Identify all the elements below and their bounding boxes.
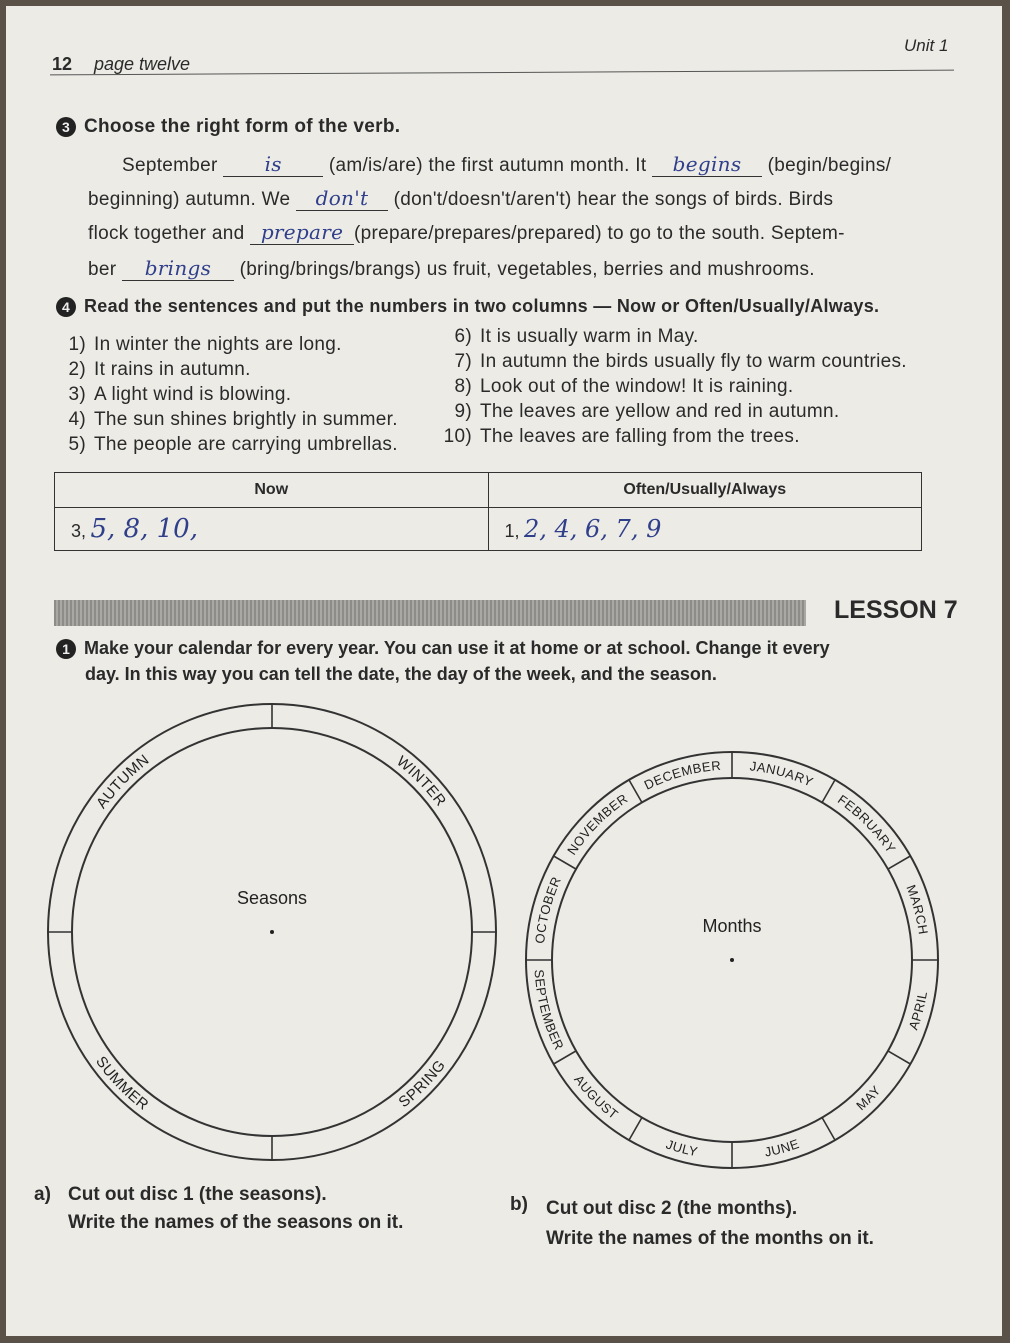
- disc-label: DECEMBER: [641, 757, 722, 793]
- sentence-text: The leaves are yellow and red in autumn.: [480, 401, 840, 422]
- disc-label: NOVEMBER: [564, 790, 631, 858]
- disc-label: SPRING: [395, 1056, 450, 1112]
- disc-center-label: Seasons: [236, 888, 308, 908]
- disc-divider: [822, 1118, 835, 1141]
- unit-label: Unit 1: [904, 36, 949, 55]
- column-often-header: Often/Usually/Always: [488, 473, 922, 508]
- disc-label: AUGUST: [571, 1072, 622, 1123]
- sentence-number: 10): [443, 426, 472, 447]
- ex3-line-4-pre: ber: [88, 259, 117, 280]
- task-a-line-1: Cut out disc 1 (the seasons).: [68, 1184, 327, 1205]
- sentence-number: 2): [68, 359, 86, 380]
- disc-label: SUMMER: [92, 1053, 152, 1114]
- disc-label: OCTOBER: [532, 874, 565, 945]
- lesson-exercise-1-line-2: day. In this way you can tell the date, the day of the week, and the season.: [85, 664, 717, 684]
- ex3-line-3-pre: flock together and: [88, 223, 245, 244]
- sentence-number: 3): [68, 384, 86, 405]
- workbook-page: [6, 6, 1002, 1336]
- sentence-text: The sun shines brightly in summer.: [94, 409, 398, 430]
- sentence-number: 6): [454, 326, 472, 347]
- answer-blank-3[interactable]: don't: [296, 186, 388, 211]
- now-printed-number: 3,: [71, 521, 87, 541]
- sentence-text: The leaves are falling from the trees.: [480, 426, 800, 447]
- sentence-number: 1): [68, 334, 86, 355]
- disc-label: FEBRUARY: [834, 791, 899, 856]
- disc-label: MAY: [853, 1082, 884, 1114]
- answer-blank-2[interactable]: begins: [652, 152, 762, 177]
- months-disc[interactable]: [526, 752, 938, 1168]
- page-number: 12: [52, 54, 73, 74]
- sentence-text: A light wind is blowing.: [94, 384, 292, 405]
- disc-divider: [888, 856, 910, 869]
- sentence-number: 5): [68, 434, 86, 455]
- disc-label: MARCH: [903, 882, 931, 936]
- lesson-exercise-1-text-1: Make your calendar for every year. You can use it at home or at school. Change it every: [84, 638, 830, 658]
- task-a-line-2: Write the names of the seasons on it.: [68, 1212, 404, 1233]
- ex3-line-1-pre: September: [122, 155, 218, 176]
- disc-divider: [629, 780, 642, 803]
- exercise-4-number-badge: 4: [56, 297, 76, 317]
- disc-center-label: Months: [702, 916, 762, 936]
- disc-center-dot: [730, 958, 734, 962]
- ex3-line-2-post: (don't/doesn't/aren't) hear the songs of birds. Birds: [393, 189, 834, 210]
- now-handwritten-answer: 5, 8, 10,: [90, 514, 198, 544]
- often-handwritten-answer: 2, 4, 6, 7, 9: [523, 515, 662, 543]
- calendar-discs: [6, 6, 1002, 1336]
- lesson-title: LESSON 7: [834, 596, 958, 624]
- lesson-exercise-1-number-badge: 1: [56, 639, 76, 659]
- answer-blank-5[interactable]: brings: [122, 256, 234, 281]
- sentence-number: 8): [454, 376, 472, 397]
- disc-center-dot: [270, 930, 274, 934]
- sentence-text: It is usually warm in May.: [480, 326, 699, 347]
- answer-blank-4[interactable]: prepare: [250, 220, 354, 245]
- often-printed-number: 1,: [504, 521, 520, 541]
- disc-label: JUNE: [763, 1135, 802, 1160]
- ex3-line-3-post: (prepare/prepares/prepared) to go to the south. Septem-: [354, 223, 845, 244]
- answer-blank-1[interactable]: is: [223, 152, 323, 177]
- sentence-text: In winter the nights are long.: [94, 334, 342, 355]
- sentence-number: 9): [454, 401, 472, 422]
- sentence-number: 4): [68, 409, 86, 430]
- sentence-text: The people are carrying umbrellas.: [94, 434, 398, 455]
- disc-label: AUTUMN: [93, 751, 153, 812]
- disc-divider: [888, 1051, 910, 1064]
- ex3-line-1-post: (am/is/are) the first autumn month. It: [328, 155, 647, 176]
- exercise-3-title-text: Choose the right form of the verb.: [84, 116, 401, 137]
- ex3-line-2-pre: beginning) autumn. We: [88, 189, 291, 210]
- task-b-line-2: Write the names of the months on it.: [546, 1228, 874, 1249]
- disc-divider: [554, 1051, 576, 1064]
- disc-label: APRIL: [905, 989, 931, 1032]
- disc-divider: [822, 780, 835, 803]
- disc-label: SEPTEMBER: [531, 968, 567, 1053]
- ex3-line-1-post2: (begin/begins/: [767, 155, 892, 176]
- sentence-text: Look out of the window! It is raining.: [480, 376, 794, 397]
- column-now-header: Now: [55, 473, 489, 508]
- disc-label: WINTER: [393, 752, 450, 810]
- sentence-number: 7): [454, 351, 472, 372]
- disc-divider: [554, 856, 576, 869]
- task-b-line-1: Cut out disc 2 (the months).: [546, 1198, 798, 1219]
- ex3-line-4-post: (bring/brings/brangs) us fruit, vegetables, berries and mushrooms.: [239, 259, 815, 280]
- exercise-3-number-badge: 3: [56, 117, 76, 137]
- page-word: page twelve: [94, 54, 191, 74]
- disc-label: JANUARY: [749, 758, 816, 790]
- sentence-text: In autumn the birds usually fly to warm countries.: [480, 351, 907, 372]
- task-a-letter: a): [34, 1184, 51, 1205]
- seasons-disc[interactable]: [48, 704, 496, 1160]
- sentence-text: It rains in autumn.: [94, 359, 251, 380]
- task-b-letter: b): [510, 1194, 528, 1215]
- exercise-4-title-text: Read the sentences and put the numbers in two columns — Now or Often/Usually/Always.: [84, 296, 880, 316]
- disc-divider: [629, 1118, 642, 1141]
- disc-label: JULY: [664, 1136, 700, 1160]
